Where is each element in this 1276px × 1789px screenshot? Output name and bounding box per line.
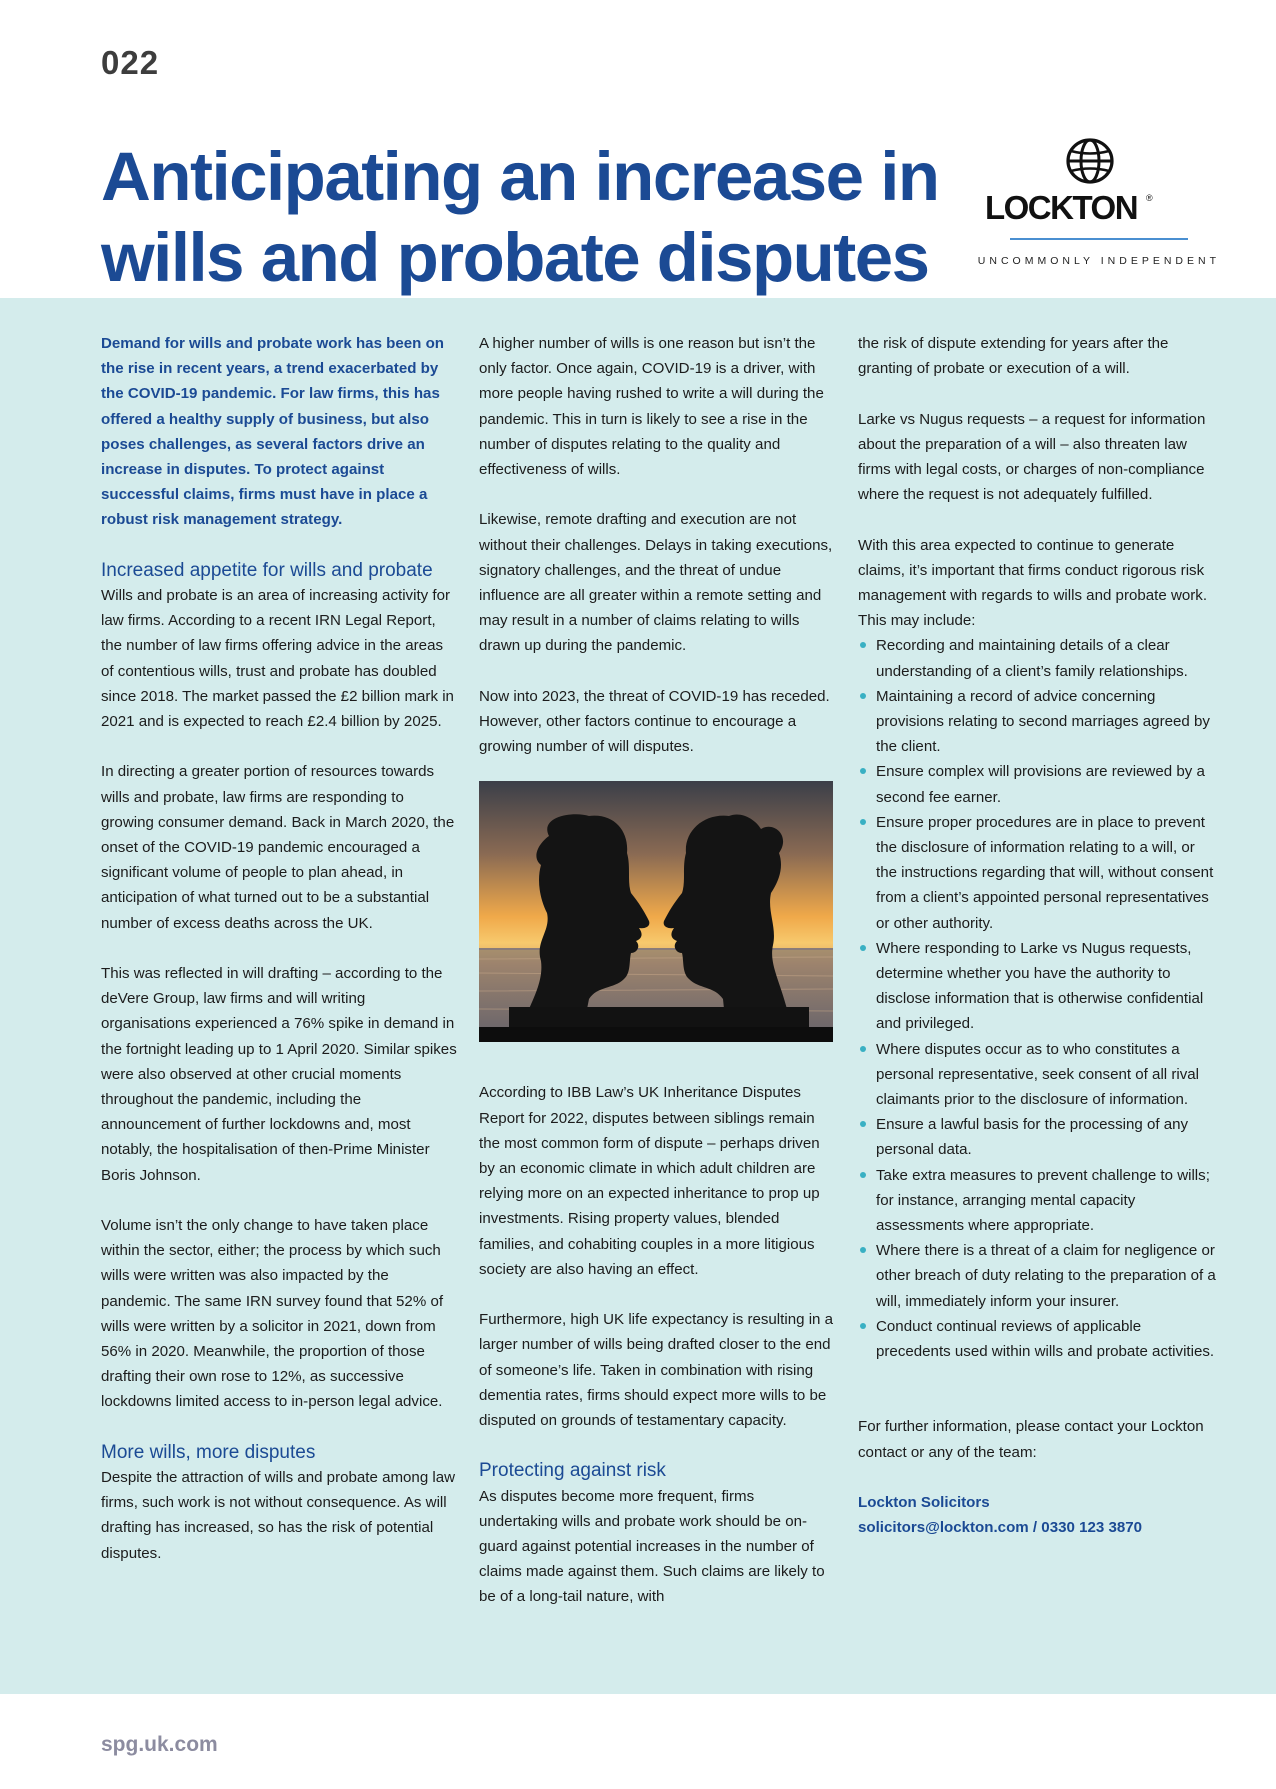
registered-mark: ® [1146, 193, 1153, 203]
contact-name: Lockton Solicitors [858, 1493, 990, 1511]
body-paragraph: As disputes become more frequent, firms undertaking wills and probate work should be on-guard against potential increases in the number of claims made against them. Such claims are likely to be of a long-tail nature, with [479, 1487, 825, 1606]
logo-wordmark: LOCKTON [984, 189, 1138, 226]
body-paragraph: Despite the attraction of wills and probate among law firms, such work is not without consequence. As will drafting has increased, so has the risk of potential disputes. [101, 1469, 456, 1562]
list-item: Conduct continual reviews of applicable precedents used within wills and probate activities. [858, 1314, 1216, 1364]
lockton-logo [968, 137, 1220, 273]
body-paragraph: With this area expected to continue to generate claims, it’s important that firms conduct rigorous risk management with regards to wills and probate work. This may include: [858, 536, 1208, 630]
article-column-2 [479, 331, 837, 1635]
body-paragraph: Wills and probate is an area of increasing activity for law firms. According to a recent IRN Legal Report, the number of law firms offering advice in the areas of contentious wills, trust and probate has doubled since 2018. The market passed the £2 billion mark in 2021 and is expected to reach £2.4 billion by 2025. [101, 587, 454, 731]
body-paragraph: Likewise, remote drafting and execution are not without their challenges. Delays in taking executions, signatory challenges, and the threat of undue influence are all greater within a remote setting and may result in a number of claims relating to wills drawn up during the pandemic. [479, 511, 833, 655]
article-panel [0, 298, 1276, 1694]
section-heading-appetite: Increased appetite for wills and probate [101, 559, 433, 581]
risk-management-list [858, 633, 1216, 1364]
body-paragraph: This was reflected in will drafting – according to the deVere Group, law firms and will writing organisations experienced a 76% spike in demand in the fortnight leading up to 1 April 2020. Similar spikes were also observed at other crucial moments throughout the pandemic, including the announcement of further lockdowns and, most notably, the hospitalisation of then-Prime Minister Boris Johnson. [101, 965, 457, 1184]
body-paragraph: A higher number of wills is one reason but isn’t the only factor. Once again, COVID-19 is a driver, with more people having rushed to write a will during the pandemic. This in turn is likely to see a rise in the number of disputes relating to the quality and effectiveness of wills. [479, 335, 824, 479]
body-paragraph: Furthermore, high UK life expectancy is resulting in a larger number of wills being drafted closer to the end of someone’s life. Taken in combination with rising dementia rates, firms should expect more wills to be disputed on grounds of testamentary capacity. [479, 1311, 834, 1430]
intro-paragraph: Demand for wills and probate work has been on the rise in recent years, a trend exacerbated by the COVID-19 pandemic. For law firms, this has offered a healthy supply of business, but also poses challenges, as several factors drive an increase in disputes. To protect against successful claims, firms must have in place a robust risk management strategy. [101, 335, 445, 529]
headline: Anticipating an increase in wills and probate disputes [101, 138, 939, 296]
section-heading-disputes: More wills, more disputes [101, 1441, 316, 1463]
logo-divider [1010, 238, 1188, 240]
body-paragraph: Larke vs Nugus requests – a request for information about the preparation of a will – also threaten law firms with legal costs, or charges of non-compliance where the request is not adequately fulfilled. [858, 410, 1206, 504]
body-paragraph: In directing a greater portion of resources towards wills and probate, law firms are responding to growing consumer demand. Back in March 2020, the onset of the COVID-19 pandemic encouraged a significant volume of people to plan ahead, in anticipation of what turned out to be a substantial number of excess deaths across the UK. [101, 763, 455, 932]
body-paragraph: Now into 2023, the threat of COVID-19 has receded. However, other factors continue to encourage a growing number of will disputes. [479, 687, 830, 756]
list-item: Ensure proper procedures are in place to prevent the disclosure of information relating to a will, or the instructions regarding that will, without consent from a client’s appointed personal representatives or other authority. [858, 810, 1216, 936]
list-item: Where responding to Larke vs Nugus requests, determine whether you have the authority to disclose information that is otherwise confidential and privileged. [858, 936, 1216, 1037]
contact-intro: For further information, please contact your Lockton contact or any of the team: [858, 1418, 1204, 1461]
list-item: Maintaining a record of advice concerning provisions relating to second marriages agreed by the client. [858, 684, 1216, 760]
list-item: Ensure a lawful basis for the processing of any personal data. [858, 1112, 1216, 1162]
contact-details-link[interactable]: solicitors@lockton.com / 0330 123 3870 [858, 1519, 1143, 1537]
article-column-1 [101, 331, 459, 1591]
list-item: Recording and maintaining details of a clear understanding of a client’s family relationships. [858, 633, 1216, 683]
page-number: 022 [101, 44, 160, 81]
list-item: Where there is a threat of a claim for negligence or other breach of duty relating to the preparation of a will, immediately inform your insurer. [858, 1238, 1216, 1314]
body-paragraph: the risk of dispute extending for years after the granting of probate or execution of a will. [858, 335, 1169, 378]
footer-website[interactable]: spg.uk.com [101, 1733, 218, 1756]
body-paragraph: Volume isn’t the only change to have taken place within the sector, either; the process by which such wills were written was also impacted by the pandemic. The same IRN survey found that 52% of wills were written by a solicitor in 2021, down from 56% in 2020. Meanwhile, the proportion of those drafting their own rose to 12%, as successive lockdowns limited access to in-person legal advice. [101, 1217, 444, 1411]
silhouette-faces-sunset-image [479, 781, 833, 1042]
list-item: Where disputes occur as to who constitutes a personal representative, seek consent of all rival claimants prior to the disclosure of information. [858, 1037, 1216, 1113]
section-heading-protecting: Protecting against risk [479, 1460, 666, 1482]
body-paragraph: According to IBB Law’s UK Inheritance Disputes Report for 2022, disputes between siblings remain the most common form of dispute – perhaps driven by an economic climate in which adult children are relying more on an expected inheritance to prop up investments. Rising property values, blended families, and cohabiting couples in a more litigious society are also having an effect. [479, 1084, 820, 1278]
globe-icon [1065, 137, 1115, 185]
logo-tagline: UNCOMMONLY INDEPENDENT [977, 255, 1220, 267]
list-item: Take extra measures to prevent challenge to wills; for instance, arranging mental capacity assessments where appropriate. [858, 1163, 1216, 1239]
article-column-3 [858, 331, 1216, 1540]
list-item: Ensure complex will provisions are reviewed by a second fee earner. [858, 759, 1216, 809]
